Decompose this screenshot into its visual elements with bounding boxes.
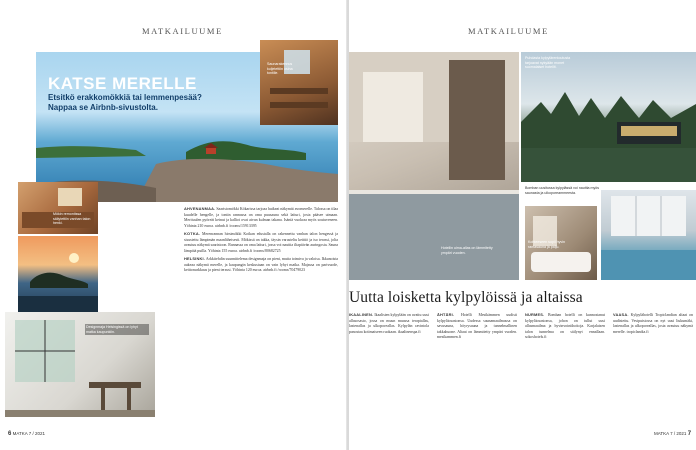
right-column-1 xyxy=(349,312,429,337)
spa-pool xyxy=(349,192,519,280)
red-cottage xyxy=(206,148,216,154)
hero-title: KATSE MERELLE xyxy=(48,74,197,93)
kitchen-caption: Mökin remontissa säilytettiin vanhan talon henki. xyxy=(53,212,91,226)
article-paragraph: HELSINKI. Arkkitehdin suunnittelema designmaja on pieni, mutta toimiva ja valoisa. Ikkunoista aukeaa näkymä merelle, ja kaupungin keskustaan on vain lyhyt matka. Majassa on parivuode, keittonurkkaus ja pieni terassi. Yöhinta 120 euroa. airbnb.fi /rooms/70479023 xyxy=(184,256,338,272)
side-caption: Bomban uusitussa kylpylässä voi nauttia myös saunasta ja ulkoporeammeesta. xyxy=(525,186,600,195)
sunset-island-photo xyxy=(18,236,98,312)
cabin-floor xyxy=(5,410,155,417)
left-page xyxy=(0,0,347,450)
pool-ceiling-windows xyxy=(611,196,686,236)
sauna-bench-lower xyxy=(270,102,328,108)
villa-photo xyxy=(521,52,696,182)
pool-caption: Hotellin uima-allas on lämmitetty ympäri vuoden. xyxy=(441,246,493,255)
right-column-4 xyxy=(613,312,693,337)
hero-subtitle: Etsitkö erakkomökkiä tai lemmenpesää? Nappaa se Airbnb-sivustolta. xyxy=(48,93,202,112)
kitchen-photo xyxy=(18,182,98,234)
section-header-left: MATKAILUUME xyxy=(142,26,223,36)
sauna-photo xyxy=(260,40,338,125)
sauna-bench xyxy=(270,88,328,94)
article-paragraph: AHVENANMAA. Saaristomökki Kökarissa tarjoaa huikeat näkymät avomerelle. Talossa on tilaa kuudelle hengelle, ja tontin rannassa on oma puusauna sekä laituri, josta pääsee uimaan. Merituulen pyöreät keinut ja kalliot ovat aivan kulman takana. Isäntä vuokraa myös soutuveneen. Yöhinta 210 euroa. airbnb.fi /rooms/15913395 xyxy=(184,206,339,228)
right-column-3 xyxy=(525,312,605,343)
section-header-right: MATKAILUUME xyxy=(468,26,549,36)
pool-water xyxy=(601,250,696,280)
pool-photo xyxy=(601,190,696,280)
helsinki-cabin-photo xyxy=(5,312,155,417)
left-text-column xyxy=(184,206,338,276)
spa-light-panel xyxy=(363,72,423,142)
right-folio: MATKA 7 / 2021 7 xyxy=(654,431,692,437)
rocky-shore xyxy=(136,159,338,202)
kitchen-window xyxy=(58,188,82,206)
far-island xyxy=(36,146,146,158)
article-paragraph: IKAALINEN. Ikaalisten kylpylään on avattu uusi allasosasto, jossa on muun muassa terapiallas, lastenallas ja ulkoporeallas. Kylpylän ravintola panostaa kotimaiseen ruokaan. ikaalinenspa.fi xyxy=(349,312,429,334)
sun xyxy=(69,253,79,263)
bathtub xyxy=(531,252,591,272)
kitchen-illustration xyxy=(18,182,98,234)
sea xyxy=(18,296,98,312)
article-paragraph: KOTKA. Merenrannan hirsimökki Kotkan edustalla on rakennettu vanhan talon hengessä ja sisustettu lämpimän maanläheisesti. Mökissä on takka, täysin varusteltu keittiö ja iso terassi, jolta avautuu näkymä saaristoon. Rannassa on oma laituri, jossa voi nauttia iltapäivän auringosta. Sauna lämpiää puilla. Yöhinta 155 euroa. airbnb.fi /rooms/80682725 xyxy=(184,231,338,253)
article-paragraph: NURMES. Bomban hotelli on kunnostanut kylpyläosastonsa, johon on tullut uusi allasmaailma ja hyvinvointihoitoja. Karjalaisen talon tunnelma on säilynyt ennallaan. sokoshotels.fi xyxy=(525,312,605,339)
right-column-2 xyxy=(437,312,517,343)
villa-illustration xyxy=(521,52,696,182)
villa-caption: Kohteeseen sopii hyvin rantasauna ja palju. xyxy=(528,240,565,249)
left-folio: 6 MATKA 7 / 2021 xyxy=(8,431,46,437)
island-silhouette xyxy=(30,273,88,288)
spa-caption: Puhdasta kylpylärentoutusta tarjoavat nykyään monet suomalaiset hotellit. xyxy=(525,56,571,70)
tub-photo xyxy=(525,206,597,280)
sauna-interior-illustration xyxy=(260,40,338,125)
spa-photo xyxy=(349,52,519,280)
article-paragraph: VAASA. Kylpylähotelli Tropiclandian altaat on uudistettu. Vesipuistossa on nyt uusi liukumäki, lastenallas ja ulkoporeallas, josta avautuu näkymä merelle. tropiclandia.fi xyxy=(613,312,693,334)
cabin-table xyxy=(89,382,141,388)
article-paragraph: ÄHTÄRI. Hotelli Mesikämmen uudisti kylpyläosastonsa. Uudessa saunamaailmassa on savusauna, höyrysauna ja tunnelmallinen takkahuone. Altaat on lämmitetty ympäri vuoden. mesikammen.fi xyxy=(437,312,517,339)
spa-wood-wall xyxy=(449,60,505,180)
pool-illustration xyxy=(601,190,696,280)
helsinki-caption: Designmaja Helsingissä on lyhyt matka kaupunkiin. xyxy=(85,324,149,335)
villa-lawn xyxy=(521,148,696,182)
villa-windows xyxy=(621,126,677,136)
sunset-illustration xyxy=(18,236,98,312)
right-page xyxy=(349,0,696,450)
sauna-caption: Saunarakennus kuljetettiin osina tontille. xyxy=(267,62,293,76)
forest-island xyxy=(186,141,306,160)
article-title: Uutta loisketta kylpylöissä ja altaissa xyxy=(349,289,583,306)
